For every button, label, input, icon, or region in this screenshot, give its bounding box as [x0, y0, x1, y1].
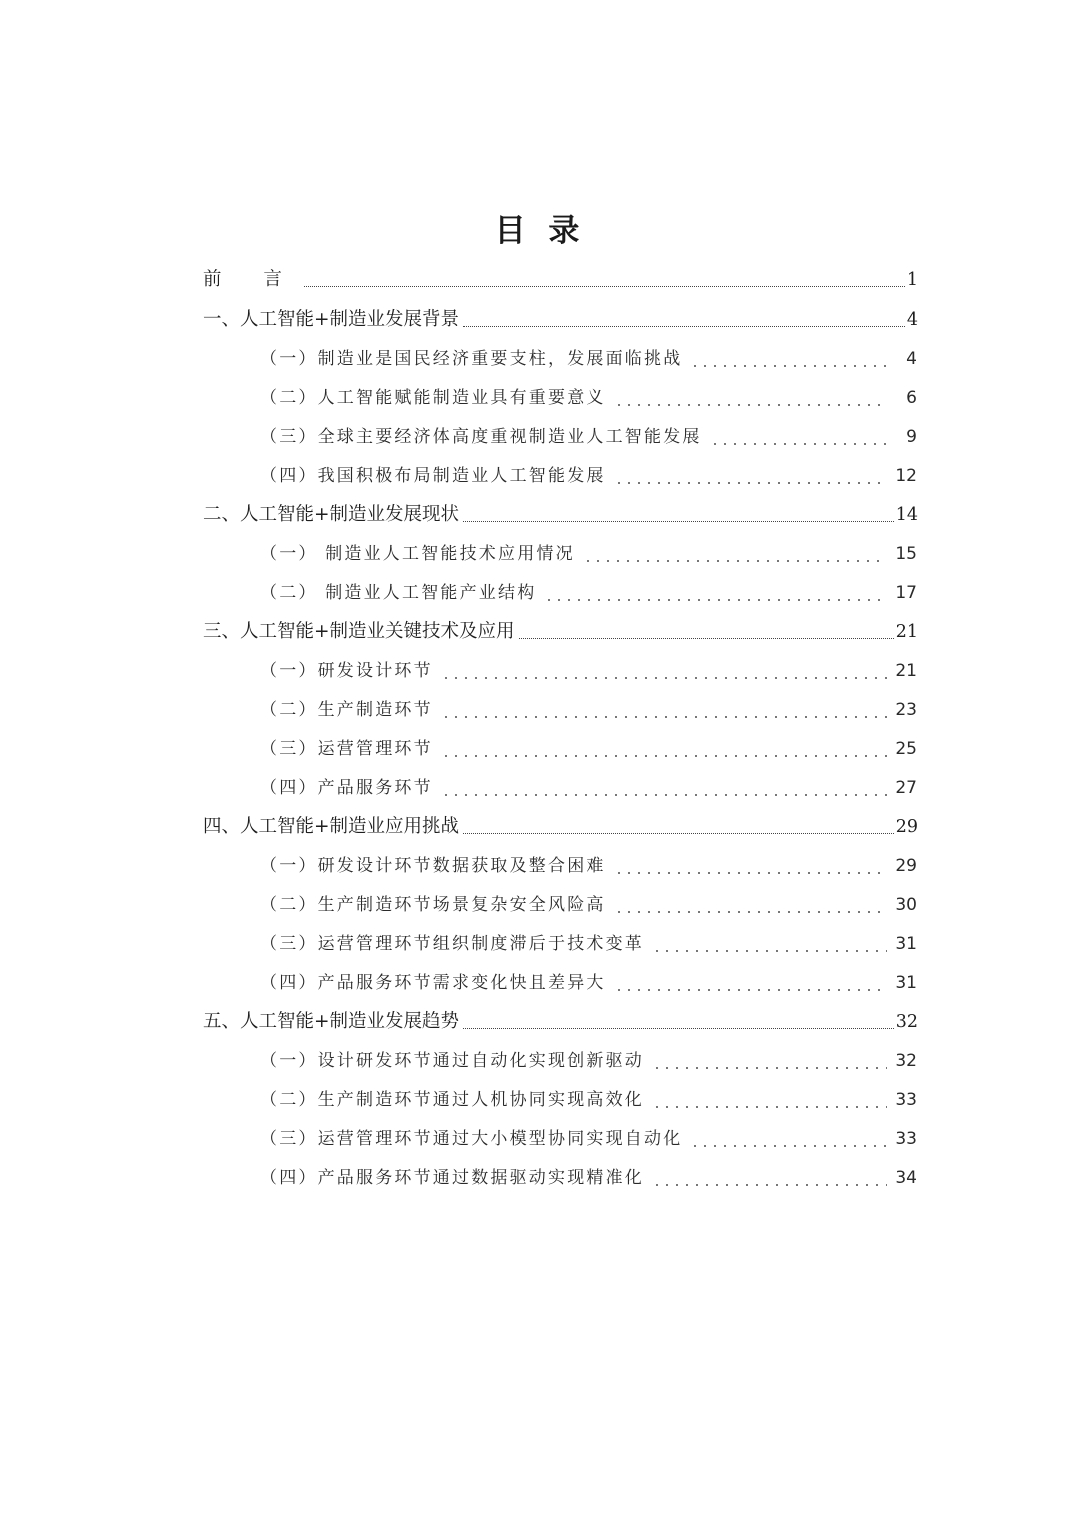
toc-entry-label: （四）产品服务环节需求变化快且差异大 — [260, 973, 606, 993]
dot-leader — [608, 848, 893, 884]
dot-leader — [704, 419, 893, 455]
dot-leader — [461, 1004, 894, 1040]
toc-entry-label: 三、人工智能+制造业关键技术及应用 — [203, 621, 515, 642]
toc-entry-page: 21 — [895, 661, 917, 681]
toc-entry-page: 21 — [895, 622, 918, 642]
toc-subentry[interactable] — [260, 419, 917, 455]
page-title: 目 录 — [494, 213, 586, 249]
toc-subentry[interactable] — [260, 887, 917, 923]
toc-entry-label: （二）生产制造环节通过人机协同实现高效化 — [260, 1090, 644, 1110]
toc-entry-page: 27 — [895, 778, 917, 798]
toc-entry-label: （二）人工智能赋能制造业具有重要意义 — [260, 388, 606, 408]
toc-entry-page: 6 — [906, 388, 917, 408]
toc-entry-label: （一）研发设计环节 — [260, 661, 433, 681]
toc-subentry[interactable] — [260, 458, 917, 494]
toc-subentry[interactable] — [260, 380, 917, 416]
toc-subentry[interactable] — [260, 848, 917, 884]
toc-subentry[interactable] — [260, 770, 917, 806]
toc-subentry[interactable] — [260, 1043, 917, 1079]
toc-entry-label: （四）产品服务环节 — [260, 778, 433, 798]
dot-leader — [608, 380, 893, 416]
toc-subentry[interactable] — [260, 341, 917, 377]
toc-entry-page: 14 — [895, 505, 918, 525]
dot-leader — [435, 653, 893, 689]
dot-leader — [684, 1121, 893, 1157]
dot-leader — [577, 536, 893, 572]
toc-entry[interactable] — [203, 614, 918, 650]
toc-entry-page: 4 — [906, 310, 918, 330]
toc-entry-page: 33 — [895, 1090, 917, 1110]
dot-leader — [517, 614, 894, 650]
dot-leader — [646, 926, 893, 962]
toc-entry-label: （三）运营管理环节通过大小模型协同实现自动化 — [260, 1129, 683, 1149]
toc-entry-page: 9 — [906, 427, 917, 447]
dot-leader — [608, 965, 893, 1001]
toc-entry-label: 二、人工智能+制造业发展现状 — [203, 504, 460, 525]
dot-leader — [461, 809, 894, 845]
toc-subentry[interactable] — [260, 926, 917, 962]
toc-entry-page: 30 — [895, 895, 917, 915]
toc-entry-page: 29 — [895, 817, 918, 837]
toc-entry[interactable] — [203, 809, 918, 845]
toc-entry-page: 1 — [906, 270, 918, 290]
dot-leader — [461, 497, 894, 533]
toc-entry-page: 31 — [895, 934, 917, 954]
toc-entry-page: 29 — [895, 856, 917, 876]
toc-entry-label: （一） 制造业人工智能技术应用情况 — [260, 544, 575, 564]
toc-entry-label: （二） 制造业人工智能产业结构 — [260, 583, 537, 603]
toc-subentry[interactable] — [260, 575, 917, 611]
toc-entry-page: 4 — [906, 349, 917, 369]
toc-entry-label: （四）我国积极布局制造业人工智能发展 — [260, 466, 606, 486]
dot-leader — [646, 1082, 893, 1118]
toc-subentry[interactable] — [260, 965, 917, 1001]
dot-leader — [646, 1043, 893, 1079]
toc-entry-label: （一）设计研发环节通过自动化实现创新驱动 — [260, 1051, 644, 1071]
dot-leader — [538, 575, 893, 611]
toc-entry-page: 25 — [895, 739, 917, 759]
toc-entry-page: 33 — [895, 1129, 917, 1149]
toc-entry-page: 15 — [895, 544, 917, 564]
toc-entry[interactable] — [203, 1004, 918, 1040]
toc-entry-page: 32 — [895, 1012, 918, 1032]
toc-entry-label: （二）生产制造环节场景复杂安全风险高 — [260, 895, 606, 915]
dot-leader — [608, 887, 893, 923]
toc-entry-page: 31 — [895, 973, 917, 993]
toc-subentry[interactable] — [260, 653, 917, 689]
toc-subentry[interactable] — [260, 692, 917, 728]
toc-subentry[interactable] — [260, 1121, 917, 1157]
toc-entry-label: （一）制造业是国民经济重要支柱，发展面临挑战 — [260, 349, 683, 369]
toc-entry-label: （四）产品服务环节通过数据驱动实现精准化 — [260, 1168, 644, 1188]
toc-entry[interactable] — [203, 262, 918, 298]
toc-entry-label: 四、人工智能+制造业应用挑战 — [203, 816, 460, 837]
toc-entry-label: 五、人工智能+制造业发展趋势 — [203, 1011, 460, 1032]
toc-entry-label: （二）生产制造环节 — [260, 700, 433, 720]
toc-entry-page: 23 — [895, 700, 917, 720]
toc-entry[interactable] — [203, 497, 918, 533]
dot-leader — [435, 731, 893, 767]
dot-leader — [461, 302, 905, 338]
dot-leader — [684, 341, 893, 377]
toc-subentry[interactable] — [260, 1082, 917, 1118]
dot-leader — [302, 262, 905, 298]
toc-entry-label: （三）运营管理环节组织制度滞后于技术变革 — [260, 934, 644, 954]
toc-entry-page: 32 — [895, 1051, 917, 1071]
toc-entry-label: （三）全球主要经济体高度重视制造业人工智能发展 — [260, 427, 702, 447]
dot-leader — [435, 770, 893, 806]
toc-entry-page: 34 — [895, 1168, 917, 1188]
toc-entry-page: 17 — [895, 583, 917, 603]
toc-subentry[interactable] — [260, 1160, 917, 1196]
toc-entry-label: （一）研发设计环节数据获取及整合困难 — [260, 856, 606, 876]
dot-leader — [435, 692, 893, 728]
toc-entry-page: 12 — [895, 466, 917, 486]
toc-entry-label: 前 言 — [203, 269, 300, 290]
dot-leader — [608, 458, 893, 494]
toc-entry-label: 一、人工智能+制造业发展背景 — [203, 309, 460, 330]
toc-subentry[interactable] — [260, 731, 917, 767]
toc-entry-label: （三）运营管理环节 — [260, 739, 433, 759]
toc-entry[interactable] — [203, 302, 918, 338]
dot-leader — [646, 1160, 893, 1196]
toc-subentry[interactable] — [260, 536, 917, 572]
